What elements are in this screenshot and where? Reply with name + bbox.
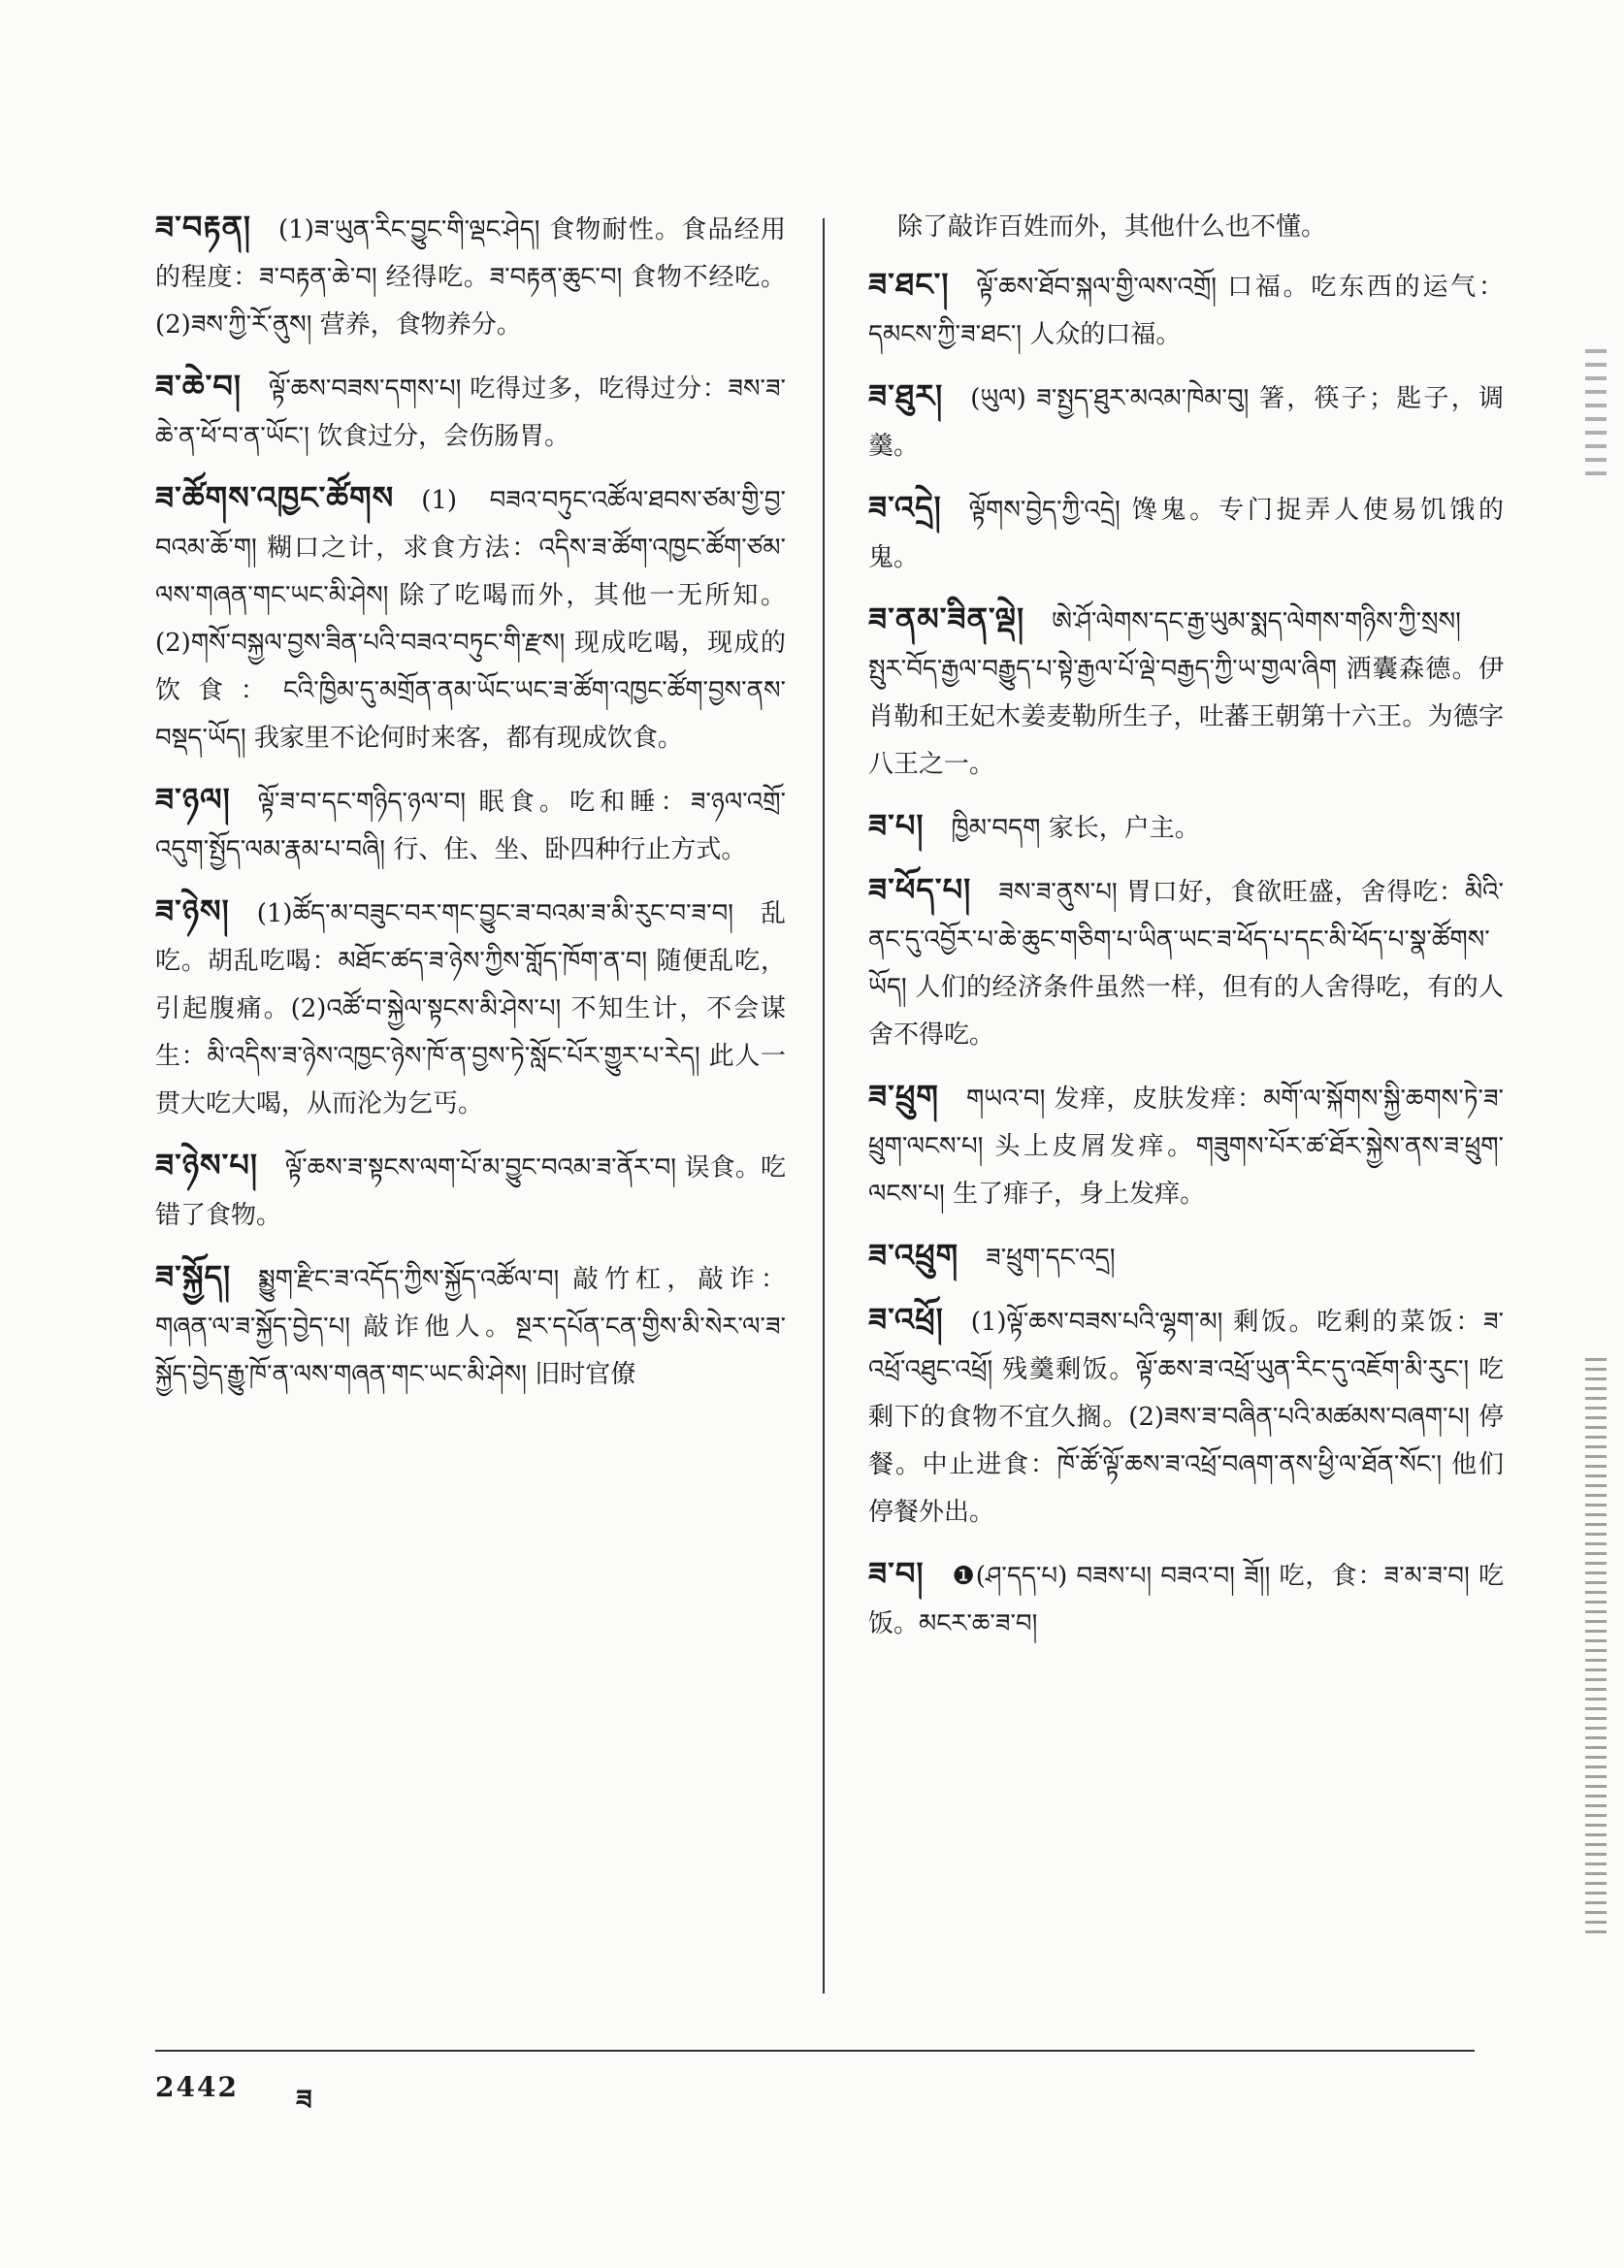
entry-definition: ❶(ཤ་དད་པ) བཟས་པ། བཟའ་བ། ཟོ།། 吃，食：ཟ་མ་ཟ་བ། 吃饭。མངར་ཆ་ཟ་བ།	[868, 1562, 1504, 1638]
dictionary-entry	[868, 1550, 1504, 1648]
dictionary-entry	[155, 888, 786, 1128]
entry-definition: (1)ཟ་ཡུན་རིང་བྱུང་གི་ལྡང་ཤེད། 食物耐性。食品经用的程度：ཟ་བརྟན་ཆེ་བ། 经得吃。ཟ་བརྟན་ཆུང་བ། 食物不经吃。(2)ཟས་ཀྱི་རོ་ནུས། 营养，食物养分。	[155, 215, 786, 340]
dictionary-entry	[155, 1142, 786, 1240]
headword: ཟ་ཐུར།	[868, 377, 944, 414]
section-letter: ཟ	[296, 2084, 312, 2116]
dictionary-entry	[155, 204, 786, 349]
dictionary-entry	[155, 474, 786, 762]
dictionary-entry	[155, 1253, 786, 1399]
entry-definition: གཡའ་བ། 发痒，皮肤发痒：མགོ་ལ་སྐོགས་སྐྱི་ཆགས་ཏེ་ཟ་ཕྲུག་ལངས་པ། 头上皮屑发痒。གཟུགས་པོར་ཚ་ཐོར་སྐྱེས་ནས་ཟ་ཕྲུག་ལངས་པ། 生了痱子，身上发痒。	[868, 1085, 1504, 1209]
page-number: 2442	[155, 2071, 239, 2103]
headword: ཟ་བརྟན།	[155, 209, 252, 245]
headword: ཟ་ཆེ་བ།	[155, 368, 243, 405]
scan-edge-marks	[1585, 349, 1607, 485]
column-divider	[823, 218, 825, 1993]
right-column	[868, 204, 1504, 1662]
entry-definition: ལྟོ་ཟ་བ་དང་གཉིད་ཉལ་བ། 眠食。吃和睡：ཟ་ཉལ་འགྲོ་འདུག་སྤྱོད་ལམ་རྣམ་པ་བཞི། 行、住、坐、卧四种行止方式。	[155, 788, 786, 864]
dictionary-entry	[868, 484, 1504, 582]
headword: ཟ་ཉལ།	[155, 781, 231, 818]
entry-definition: (1) བཟའ་བཏུང་འཚོལ་ཐབས་ཙམ་གྱི་བྱ་བའམ་ཆོ་ག། 糊口之计，求食方法：འདིས་ཟ་ཚོག་འཁྱང་ཚོག་ཙམ་ལས་གཞན་གང་ཡང་མི་ཤེས། 除了吃喝而外，其他一无所知。(2)གསོ་བསྐྱལ་བྱས་ཟིན་པའི་བཟའ་བཏུང་གི་རྫས། 现成吃喝，现成的饮食：ངའི་ཁྱིམ་དུ་མགྲོན་ནམ་ཡོང་ཡང་ཟ་ཚོག་འཁྱང་ཚོག་བྱས་ནས་བསྡད་ཡོད། 我家里不论何时来客，都有现成饮食。	[155, 486, 786, 753]
headword: ཟ་འདྲེ།	[868, 489, 942, 526]
dictionary-entry	[868, 1296, 1504, 1537]
dictionary-entry	[868, 1232, 1504, 1282]
headword: ཟ་ཉེས་པ།	[155, 1147, 258, 1183]
dictionary-entry	[155, 776, 786, 874]
headword: ཟ་འཕྲོ།	[868, 1301, 944, 1338]
headword: ཟ་ཕོད་པ།	[868, 871, 972, 908]
entry-definition: སྨྱུག་རྫིང་ཟ་འདོད་ཀྱིས་སྐྱོད་འཚོལ་བ། 敲竹杠，敲诈：གཞན་ལ་ཟ་སྐྱོད་བྱེད་པ། 敲诈他人。སྔར་དཔོན་ངན་གྱིས་མི་སེར་ལ་ཟ་སྐྱོད་བྱེད་རྒྱུ་ཁོ་ན་ལས་གཞན་གང་ཡང་མི་ཤེས། 旧时官僚	[155, 1265, 786, 1389]
headword: ཟ་བ།	[868, 1555, 925, 1592]
entry-definition: ཟས་ཟ་ནུས་པ། 胃口好，食欲旺盛，舍得吃：མིའི་ནང་དུ་འབྱོར་པ་ཆེ་ཆུང་གཅིག་པ་ཡིན་ཡང་ཟ་ཕོད་པ་དང་མི་ཕོད་པ་སྣ་ཚོགས་ཡོད། 人们的经济条件虽然一样，但有的人舍得吃，有的人舍不得吃。	[868, 878, 1504, 1050]
headword: ཟ་ནམ་ཟིན་ལྡེ།	[868, 600, 1025, 637]
entry-definition: ལྟོ་ཆས་ཐོབ་སྐལ་གྱི་ལས་འགྲོ། 口福。吃东西的运气：དམངས་ཀྱི་ཟ་ཐང་། 人众的口福。	[868, 273, 1504, 349]
dictionary-entry	[868, 802, 1504, 853]
footer-rule	[155, 2050, 1475, 2052]
scan-edge-marks	[1585, 1358, 1607, 1940]
dictionary-entry	[868, 866, 1504, 1059]
dictionary-entry	[155, 363, 786, 461]
dictionary-entry	[868, 261, 1504, 359]
entry-definition: ལྟོ་ཆས་བཟས་དགས་པ། 吃得过多，吃得过分：ཟས་ཟ་ཆེ་ན་ཕོ་བ་ན་ཡོང་། 饮食过分，会伤肠胃。	[155, 374, 786, 451]
dictionary-entry	[868, 596, 1504, 789]
entry-definition: (ཡུལ) ཟ་སྤྱད་ཐུར་མའམ་ཁེམ་བུ། 箸，筷子；匙子，调羹。	[868, 384, 1504, 461]
entry-definition: ཁྱིམ་བདག 家长，户主。	[951, 814, 1200, 843]
headword: ཟ་ཕྲུག	[868, 1078, 939, 1115]
headword: ཟ་སྐྱོད།	[155, 1258, 232, 1295]
headword: ཟ་འཕྲུག	[868, 1237, 959, 1274]
entry-definition: ལྟོགས་བྱེད་ཀྱི་འདྲེ། 馋鬼。专门捉弄人使易饥饿的鬼。	[868, 496, 1504, 572]
headword: ཟ་ཚོགས་འཁྱང་ཚོགས	[155, 479, 395, 516]
headword: ཟ་ཐང་།	[868, 266, 950, 303]
entry-definition: ཟ་ཕྲུག་དང་འདྲ།	[986, 1244, 1116, 1273]
dictionary-entry	[868, 373, 1504, 470]
entry-definition: (1)ཚོད་མ་བཟུང་བར་གང་བྱུང་ཟ་བའམ་ཟ་མི་རུང་བ་ཟ་བ། 乱吃。胡乱吃喝：མཐོང་ཚད་ཟ་ཉེས་ཀྱིས་གློད་ཁོག་ན་བ། 随便乱吃，引起腹痛。(2)འཚོ་བ་སྐྱེལ་སྟངས་མི་ཤེས་པ། 不知生计，不会谋生：མི་འདིས་ཟ་ཉེས་འཁྱང་ཉེས་ཁོ་ན་བྱས་ཏེ་སློང་པོར་གྱུར་པ་རེད། 此人一贯大吃大喝，从而沦为乞丐。	[155, 899, 786, 1118]
continued-text: 除了敲诈百姓而外，其他什么也不懂。	[897, 212, 1327, 242]
entry-definition: ལྟོ་ཆས་ཟ་སྟངས་ལག་པོ་མ་བྱུང་བའམ་ཟ་ནོར་བ། 误食。吃错了食物。	[155, 1153, 786, 1230]
headword: ཟ་ཉེས།	[155, 892, 230, 929]
left-column	[155, 204, 786, 1412]
entry-definition: ཨེ་ཤོ་ལེགས་དང་རྒྱ་ཡུམ་སྨད་ལེགས་གཉིས་ཀྱི་སྲས། སྤུར་བོད་རྒྱལ་བརྒྱུད་པ་སྟེ་རྒྱལ་པོ་ལྡེ་བརྒྱད་ཀྱི་ཡ་གྱལ་ཞིག 洒囊森德。伊肖勒和王妃木姜麦勒所生子，吐蕃王朝第十六王。为德字八王之一。	[868, 607, 1504, 779]
dictionary-entry	[868, 1073, 1504, 1218]
entry-definition: (1)ལྟོ་ཆས་བཟས་པའི་ལྷག་མ། 剩饭。吃剩的菜饭：ཟ་འཕྲོ་འཐུང་འཕྲོ། 残羹剩饭。ལྟོ་ཆས་ཟ་འཕྲོ་ཡུན་རིང་དུ་འཇོག་མི་རུང་། 吃剩下的食物不宜久搁。(2)ཟས་ཟ་བཞིན་པའི་མཚམས་བཞག་པ། 停餐。中止进食：ཁོ་ཚོ་ལྟོ་ཆས་ཟ་འཕྲོ་བཞག་ནས་ཕྱི་ལ་ཐོན་སོང་། 他们停餐外出。	[868, 1308, 1504, 1527]
headword: ཟ་པ།	[868, 807, 925, 844]
